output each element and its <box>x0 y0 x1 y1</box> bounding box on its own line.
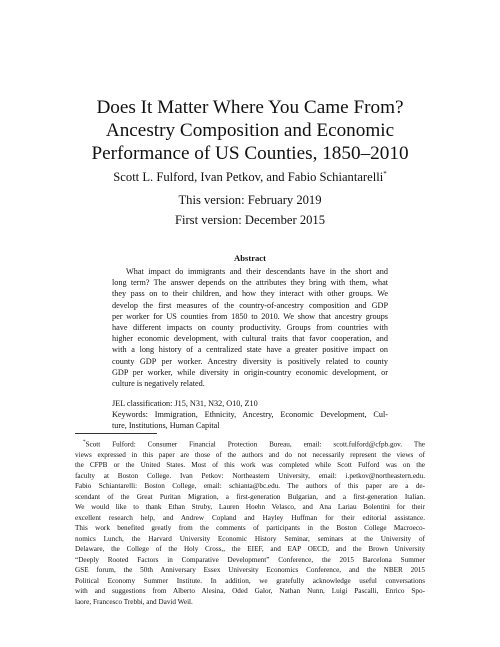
abstract-line: higher economic development, with cultural traits that favor cooperation, and <box>112 334 388 344</box>
footnote <box>75 438 425 607</box>
author-list <box>30 170 470 185</box>
footnote-line: scendant of the Great Puritan Migration, a first-generation Bulgarian, and a first-generation Italian. <box>75 492 425 501</box>
title-line: Does It Matter Where You Came From? <box>96 97 404 118</box>
classification-block <box>112 398 388 432</box>
footnote-line <box>75 438 425 450</box>
abstract-line: have different impacts on county productivity. Groups from countries with <box>112 323 388 333</box>
abstract-line: county GDP per worker. Ancestry diversity is positively related to county <box>112 356 388 366</box>
footnote-line: with and suggestions from Alberto Alesina, Oded Galor, Nathan Nunn, Luigi Pascalli, Enrico Spo- <box>75 587 425 596</box>
keywords-line: Keywords: Immigration, Ethnicity, Ancestry, Economic Development, Cul- <box>112 410 388 420</box>
abstract-body <box>112 266 388 389</box>
footnote-line-text: Scott Fulford: Consumer Financial Protection Bureau, email: scott.fulford@cfpb.gov. The <box>85 440 425 449</box>
footnote-mark: * <box>83 440 86 445</box>
footnote-line: excellent research help, and Andrew Copland and Hayley Huffman for their editorial assistance. <box>75 513 425 522</box>
footnote-line: Fabio Schiantarelli: Boston College, email: schianta@bc.edu. The authors of this paper are a de- <box>75 482 425 491</box>
footnote-line: laore, Francesco Trebbi, and David Weil. <box>75 597 193 606</box>
footnote-rule <box>75 433 157 434</box>
footnote-line: Delaware, the College of the Holy Cross,, the EIEF, and EAP OECD, and the Brown University <box>75 545 425 554</box>
footnote-line: faculty at Boston College. Ivan Petkov: Northeastern University, email: i.petkov@northeastern.edu. <box>75 471 425 480</box>
abstract-line: with a long history of a centralized state have a greater positive impact on <box>112 345 388 355</box>
abstract-heading: Abstract <box>234 253 266 263</box>
abstract-line: they pass on to their children, and how they interact with other groups. We <box>112 289 388 299</box>
footnote-line: We would like to thank Ethan Struby, Lauren Hoehn Velasco, and Ana Lariau Bolentini for their <box>75 503 425 512</box>
first-version: First version: December 2015 <box>174 213 326 227</box>
footnote-line: views expressed in this paper are those of the authors and do not necessarily represent the views of <box>75 450 425 459</box>
footnote-line: nomics Lunch, the Harvard University Economic History Seminar, seminars at the University of <box>75 534 425 543</box>
footnote-line: This work benefited greatly from the comments of participants in the Boston College Macroeco- <box>75 524 425 533</box>
footnote-line: the CFPB or the United States. Most of this work was completed while Scott Fulford was on the <box>75 461 425 470</box>
keywords-line: ture, Institutions, Human Capital <box>112 421 220 431</box>
jel-classification: JEL classification: J15, N31, N32, O10, Z10 <box>112 399 258 408</box>
abstract-line: long term? The answer depends on the attributes they bring with them, what <box>112 278 388 288</box>
author-footnote-mark: * <box>383 170 387 178</box>
paper-title <box>40 96 460 165</box>
title-line: Performance of US Counties, 1850–2010 <box>91 143 409 164</box>
footnote-line: GSE forum, the 50th Anniversary Essex University Economics Conference, and the NBER 2015 <box>75 566 425 575</box>
abstract-line: develop the first measures of the country-of-ancestry composition and GDP <box>112 300 388 310</box>
keywords <box>112 409 388 431</box>
abstract-line: per worker for US counties from 1850 to 2010. We show that ancestry groups <box>112 311 388 321</box>
title-line: Ancestry Composition and Economic <box>105 120 395 141</box>
abstract-line: culture is negatively related. <box>112 379 205 389</box>
footnote-line: “Deeply Rooted Factors in Comparative Development” Conference, the 2015 Barcelona Summer <box>75 555 425 564</box>
authors-text: Scott L. Fulford, Ivan Petkov, and Fabio Schiantarelli <box>113 170 384 185</box>
footnote-line: Political Economy Summer Institute. In addition, we gratefully acknowledge useful conversations <box>75 576 425 585</box>
abstract-line: GDP per worker, while diversity in origin-country economic development, or <box>112 367 388 377</box>
abstract-line: What impact do immigrants and their descendants have in the short and <box>126 267 388 276</box>
this-version: This version: February 2019 <box>178 193 322 207</box>
